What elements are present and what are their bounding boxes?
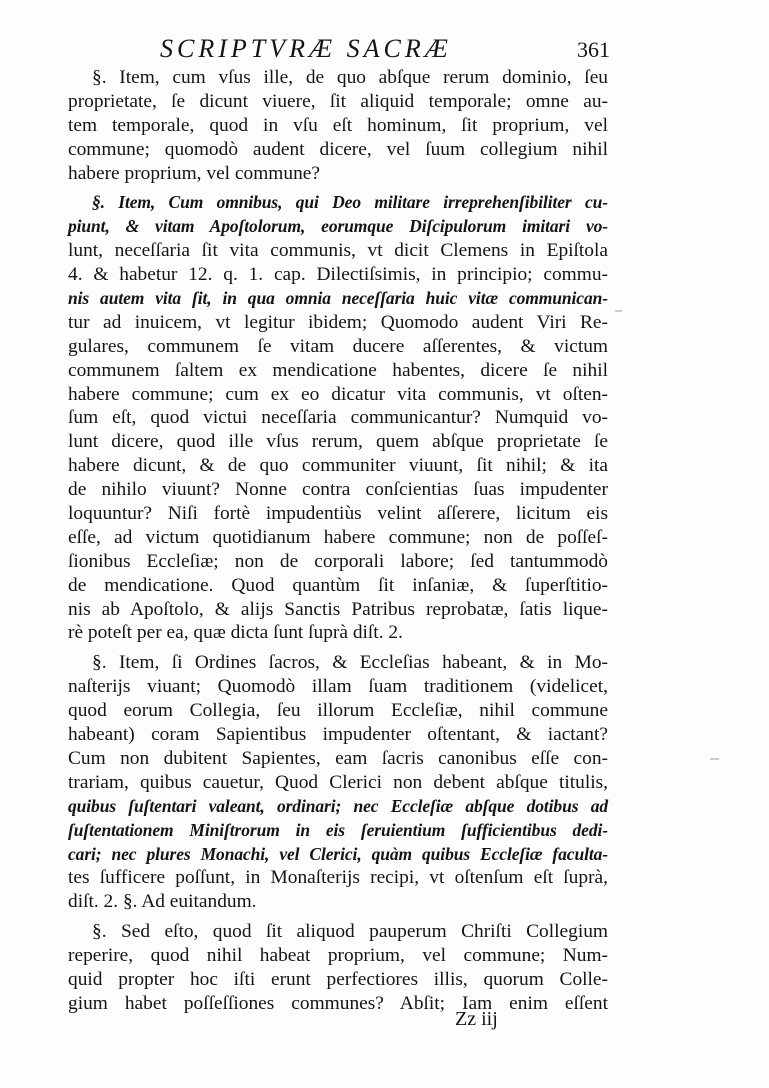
text-line: tem temporale, quod in vſu eſt hominum, ſit proprium, vel bbox=[68, 114, 608, 136]
text-line: proprietate, ſe dicunt viuere, ſit aliquid temporale; omne au- bbox=[68, 90, 608, 112]
text-line: cari; nec plures Monachi, vel Clerici, quàm quibus Eccleſiæ faculta- bbox=[68, 843, 608, 864]
text-line: Cum non dubitent Sapientes, eam ſacris canonibus eſſe con- bbox=[68, 747, 608, 769]
paragraph bbox=[68, 66, 608, 185]
text-line: eſſe, ad victum quotidianum habere commune; non de poſſeſ- bbox=[68, 526, 608, 548]
text-line: gium habet poſſeſſiones communes? Abſit; Iam enim eſſent bbox=[68, 992, 608, 1014]
text-line: quod eorum Collegia, ſeu illorum Eccleſiæ, nihil commune bbox=[68, 700, 608, 722]
page-number: 361 bbox=[577, 37, 610, 62]
page-header bbox=[70, 34, 610, 64]
text-line: reperire, quod nihil habeat proprium, vel commune; Num- bbox=[68, 945, 608, 967]
running-head: SCRIPTVRÆ SACRÆ bbox=[160, 34, 452, 63]
text-line: §. Item, cum vſus ille, de quo abſque rerum dominio, ſeu bbox=[92, 67, 608, 88]
text-line: de mendicatione. Quod quantùm ſit inſaniæ, & ſuperſtitio- bbox=[68, 574, 608, 596]
text-line: §. Item, ſi Ordines ſacros, & Eccleſias habeant, & in Mo- bbox=[92, 652, 608, 674]
text-line: rè poteſt per ea, quæ dicta ſunt ſuprà diſt. 2. bbox=[68, 622, 403, 644]
text-line: lunt, neceſſaria ſit vita communis, vt dicit Clemens in Epiſtola bbox=[68, 240, 608, 262]
text-line: nis autem vita ſit, in qua omnia neceſſaria huic vitæ communican- bbox=[68, 288, 608, 309]
text-line: communem ſaltem ex mendicatione habentes, dicere ſe nihil bbox=[68, 359, 608, 381]
text-line: habere proprium, vel commune? bbox=[68, 162, 320, 184]
paragraph bbox=[68, 920, 608, 1016]
signature-mark: Zz iij bbox=[455, 1008, 498, 1030]
text-line: ſionibus Eccleſiæ; non de corporali labore; ſed tantummodò bbox=[68, 550, 608, 572]
text-line: §. Item, Cum omnibus, qui Deo militare irreprehenſibiliter cu- bbox=[92, 192, 608, 213]
text-line: lunt dicere, quod ille vſus rerum, quem abſque proprietate ſe bbox=[68, 431, 608, 453]
paragraph bbox=[68, 651, 608, 914]
text-line: gulares, communem ſe vitam ducere aſſerentes, & victum bbox=[68, 335, 608, 357]
text-line: diſt. 2. §. Ad euitandum. bbox=[68, 891, 257, 913]
body-text bbox=[68, 66, 608, 1022]
text-line: habere commune; cum ex eo dicatur vita communis, vt oſten- bbox=[68, 383, 608, 405]
text-line: commune; quomodò audent dicere, vel ſuum collegium nihil bbox=[68, 138, 608, 160]
text-line: de nihilo viuunt? Nonne contra conſcientias ſuas impudenter bbox=[68, 479, 608, 501]
text-line: quibus ſuſtentari valeant, ordinari; nec Eccleſiæ abſque dotibus ad bbox=[68, 795, 608, 816]
text-line: naſterijs viuant; Quomodò illam ſuam traditionem (videlicet, bbox=[68, 676, 608, 698]
text-line: tes ſufficere poſſunt, in Monaſterijs recipi, vt oſtenſum eſt ſuprà, bbox=[68, 867, 608, 889]
text-line: habeant) coram Sapientibus impudenter oſtentant, & iactant? bbox=[68, 724, 608, 746]
page-speck bbox=[615, 310, 622, 312]
text-line: nis ab Apoſtolo, & alijs Sanctis Patribus reprobatæ, ſatis lique- bbox=[68, 598, 608, 620]
text-line: trariam, quibus cauetur, Quod Clerici non debent abſque titulis, bbox=[68, 771, 608, 793]
text-line: piunt, & vitam Apoſtolorum, eorumque Diſcipulorum imitari vo- bbox=[68, 216, 608, 237]
text-line: tur ad inuicem, vt legitur ibidem; Quomodo audent Viri Re- bbox=[68, 311, 608, 333]
text-line: §. Sed eſto, quod ſit aliquod pauperum Chriſti Collegium bbox=[92, 921, 608, 943]
text-line: 4. & habetur 12. q. 1. cap. Dilectiſsimis, in principio; commu- bbox=[68, 264, 608, 286]
text-line: ſuſtentationem Miniſtrorum in eis ſeruientium ſufficientibus dedi- bbox=[68, 819, 608, 840]
text-line: ſum eſt, quod victui neceſſaria communicantur? Numquid vo- bbox=[68, 407, 608, 429]
text-line: habere dicunt, & de quo communiter viuunt, ſit nihil; & ita bbox=[68, 455, 608, 477]
text-line: loquuntur? Niſi fortè impudentiùs velint aſſerere, licitum eis bbox=[68, 503, 608, 525]
paragraph bbox=[68, 191, 608, 645]
text-line: quid propter hoc iſti erunt perfectiores illis, quorum Colle- bbox=[68, 968, 608, 990]
page-speck bbox=[710, 758, 719, 760]
